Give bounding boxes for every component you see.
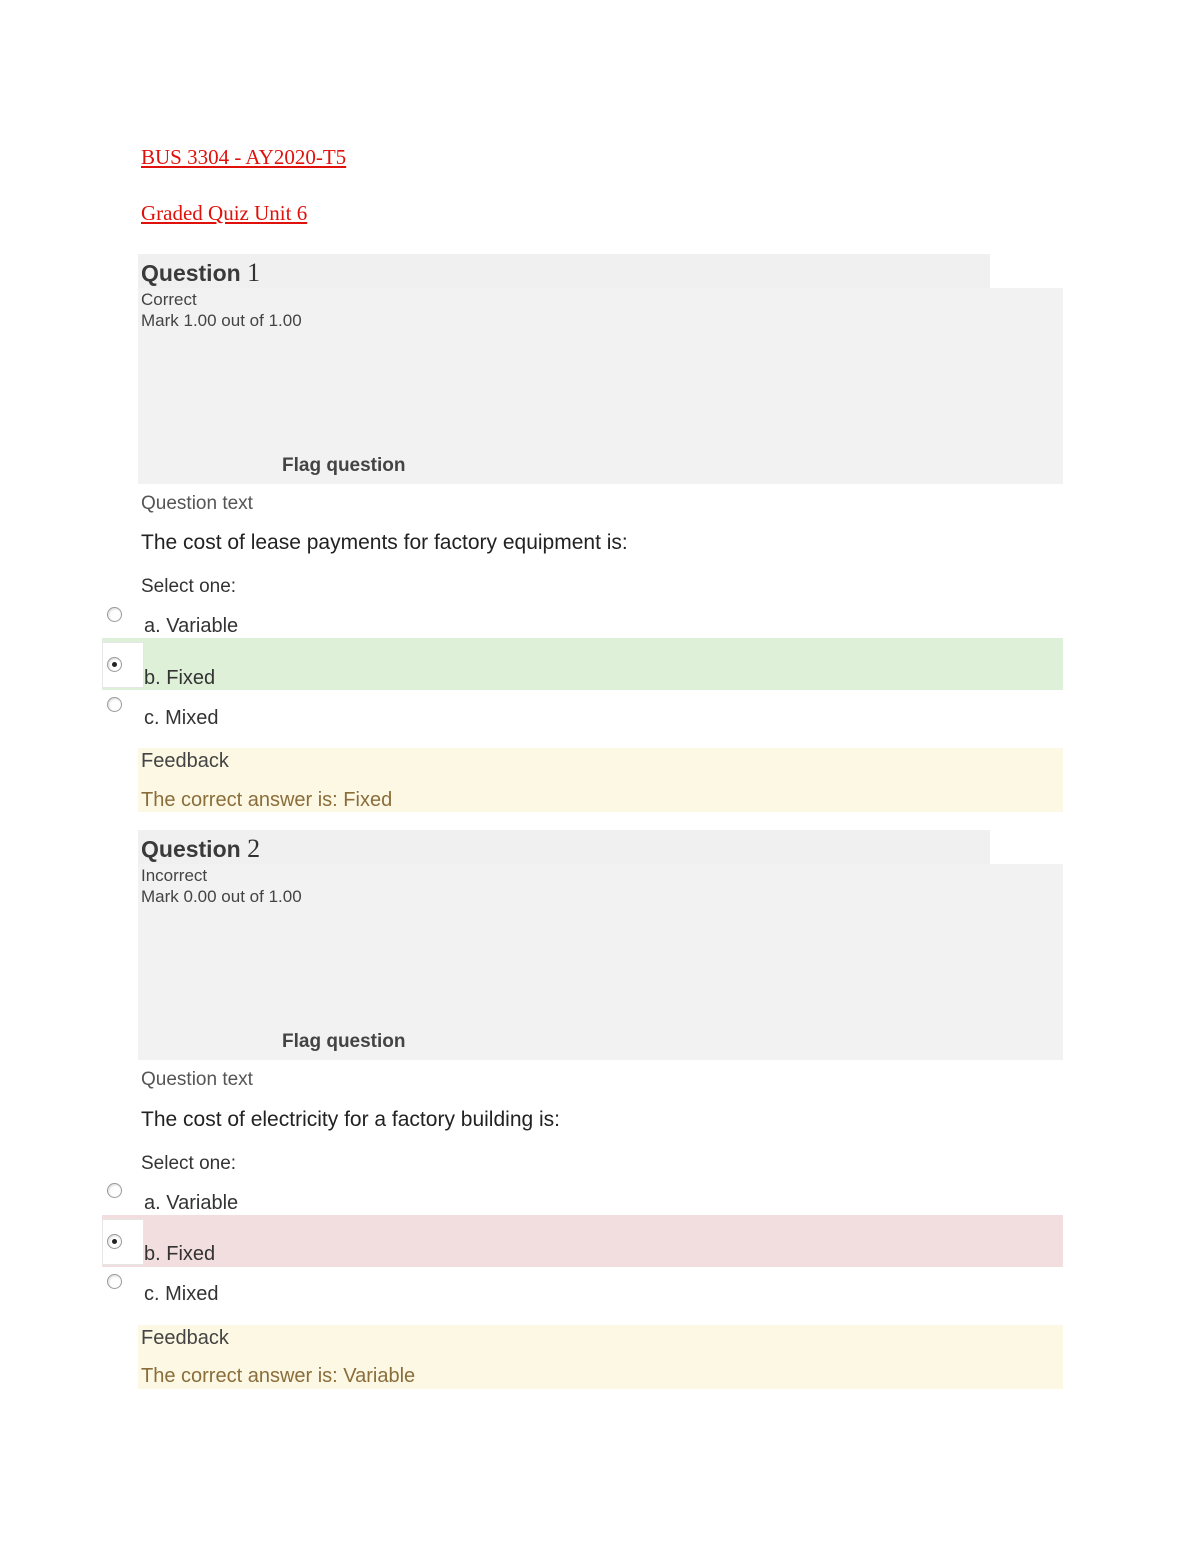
question-number: 2 <box>247 834 261 863</box>
question-text-label: Question text <box>141 493 253 514</box>
question-text: The cost of electricity for a factory building is: <box>141 1108 561 1131</box>
question-text: The cost of lease payments for factory equipment is: <box>141 531 628 554</box>
question-mark: Mark 1.00 out of 1.00 <box>141 311 302 330</box>
option-a-radio[interactable] <box>107 1183 122 1198</box>
quiz-link[interactable]: Graded Quiz Unit 6 <box>141 201 308 225</box>
option-c-radio[interactable] <box>107 1274 122 1289</box>
feedback-text: The correct answer is: Fixed <box>141 789 393 811</box>
flag-question-button[interactable]: Flag question <box>282 1031 406 1052</box>
option-c-label[interactable]: c. Mixed <box>144 707 219 729</box>
option-b-label[interactable]: b. Fixed <box>144 667 216 689</box>
option-b-radio[interactable] <box>107 657 122 672</box>
course-link[interactable]: BUS 3304 - AY2020-T5 <box>141 145 347 169</box>
flag-question-button[interactable]: Flag question <box>282 455 406 476</box>
option-a-radio[interactable] <box>107 607 122 622</box>
question-state: Correct <box>141 290 197 309</box>
option-a-label[interactable]: a. Variable <box>144 1192 239 1214</box>
option-b-row-correct <box>102 638 1063 690</box>
select-one-label: Select one: <box>141 576 237 597</box>
option-b-label[interactable]: b. Fixed <box>144 1243 216 1265</box>
question-title <box>141 258 260 288</box>
question-text-label: Question text <box>141 1069 253 1090</box>
option-b-radio[interactable] <box>107 1234 122 1249</box>
question-mark: Mark 0.00 out of 1.00 <box>141 887 302 906</box>
feedback-label: Feedback <box>141 750 229 772</box>
option-c-label[interactable]: c. Mixed <box>144 1283 219 1305</box>
question-number: 1 <box>247 258 261 287</box>
question-title-word: Question <box>141 260 241 286</box>
feedback-label: Feedback <box>141 1327 229 1349</box>
question-title <box>141 834 260 864</box>
question-title-word: Question <box>141 836 241 862</box>
select-one-label: Select one: <box>141 1153 237 1174</box>
option-b-row-incorrect <box>102 1215 1063 1267</box>
option-c-radio[interactable] <box>107 697 122 712</box>
option-a-label[interactable]: a. Variable <box>144 615 239 637</box>
question-header-bg <box>138 830 990 866</box>
question-state: Incorrect <box>141 866 208 885</box>
question-header-bg <box>138 254 990 290</box>
feedback-text: The correct answer is: Variable <box>141 1365 416 1387</box>
